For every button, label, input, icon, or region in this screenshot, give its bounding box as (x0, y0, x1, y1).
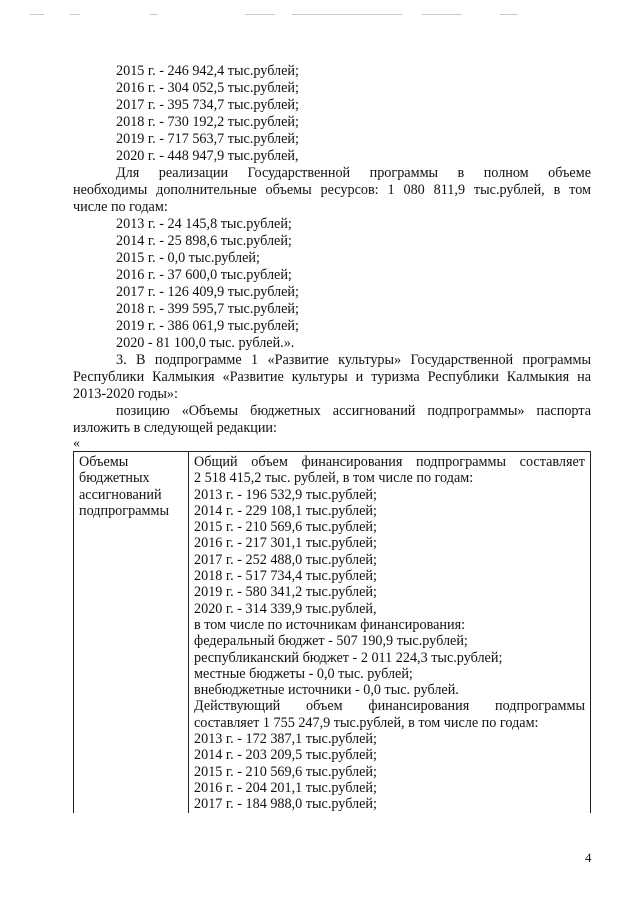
year-line: 2018 г. - 399 595,7 тыс.рублей; (116, 301, 299, 317)
label-line: ассигнований (79, 486, 162, 503)
year-line: 2018 г. - 730 192,2 тыс.рублей; (116, 114, 299, 130)
table-row (74, 452, 591, 813)
active-year-line: 2016 г. - 204 201,1 тыс.рублей; (194, 779, 377, 796)
year-line: 2017 г. - 126 409,9 тыс.рублей; (116, 284, 299, 300)
total-year-line: 2014 г. - 229 108,1 тыс.рублей; (194, 502, 377, 519)
page-number: 4 (585, 850, 592, 865)
year-line: 2014 г. - 25 898,6 тыс.рублей; (116, 233, 292, 249)
total-intro-line: Общий объем финансирования подпрограммы составляет (194, 454, 585, 470)
scan-artifact-line (30, 14, 590, 20)
year-line: 2019 г. - 717 563,7 тыс.рублей; (116, 131, 299, 147)
label-line: Объемы (79, 454, 129, 470)
total-year-line: 2013 г. - 196 532,9 тыс.рублей; (194, 486, 377, 503)
paragraph-line: Для реализации Государственной программы в полном объеме (116, 165, 591, 181)
source-line: республиканский бюджет - 2 011 224,3 тыс.рублей; (194, 649, 503, 666)
opening-quote-mark: « (73, 436, 80, 451)
passport-table (73, 451, 591, 813)
label-line: подпрограммы (79, 502, 169, 519)
total-year-line: 2018 г. - 517 734,4 тыс.рублей; (194, 568, 377, 585)
year-line: 2015 г. - 246 942,4 тыс.рублей; (116, 63, 299, 79)
active-year-line: 2013 г. - 172 387,1 тыс.рублей; (194, 731, 377, 748)
total-year-line: 2017 г. - 252 488,0 тыс.рублей; (194, 551, 377, 568)
year-line: 2017 г. - 395 734,7 тыс.рублей; (116, 97, 299, 113)
total-year-line: 2016 г. - 217 301,1 тыс.рублей; (194, 535, 377, 552)
passport-value-cell (189, 452, 591, 813)
paragraph-line: Республики Калмыкия «Развитие культуры и туризма Республики Калмыкия на (73, 369, 591, 385)
sources-intro-line: в том числе по источникам финансирования: (194, 616, 466, 633)
paragraph-line: необходимы дополнительные объемы ресурсов: 1 080 811,9 тыс.рублей, в том (73, 182, 591, 198)
paragraph-line: 3. В подпрограмме 1 «Развитие культуры» Государственной программы (116, 352, 591, 368)
paragraph-line: позицию «Объемы бюджетных ассигнований подпрограммы» паспорта (116, 403, 591, 419)
paragraph-line: числе по годам: (73, 199, 168, 215)
active-intro-line: Действующий объем финансирования подпрограммы (194, 698, 585, 715)
year-line: 2013 г. - 24 145,8 тыс.рублей; (116, 216, 292, 232)
year-line: 2016 г. - 37 600,0 тыс.рублей; (116, 267, 292, 283)
total-year-line: 2020 г. - 314 339,9 тыс.рублей, (194, 600, 377, 617)
paragraph-line: изложить в следующей редакции: (73, 420, 277, 436)
year-line: 2016 г. - 304 052,5 тыс.рублей; (116, 80, 299, 96)
year-line: 2020 г. - 448 947,9 тыс.рублей, (116, 148, 299, 164)
source-line: федеральный бюджет - 507 190,9 тыс.рублей; (194, 633, 468, 650)
year-line: 2020 - 81 100,0 тыс. рублей.». (116, 335, 295, 351)
active-intro-line: составляет 1 755 247,9 тыс.рублей, в том числе по годам: (194, 714, 539, 731)
year-line: 2015 г. - 0,0 тыс.рублей; (116, 250, 260, 266)
active-year-line: 2015 г. - 210 569,6 тыс.рублей; (194, 763, 377, 780)
active-year-line: 2014 г. - 203 209,5 тыс.рублей; (194, 747, 377, 764)
source-line: внебюджетные источники - 0,0 тыс. рублей. (194, 682, 459, 699)
year-line: 2019 г. - 386 061,9 тыс.рублей; (116, 318, 299, 334)
total-year-line: 2019 г. - 580 341,2 тыс.рублей; (194, 584, 377, 601)
label-line: бюджетных (79, 470, 150, 487)
passport-label-cell (74, 452, 189, 813)
total-intro-line: 2 518 415,2 тыс. рублей, в том числе по годам: (194, 470, 474, 487)
total-year-line: 2015 г. - 210 569,6 тыс.рублей; (194, 519, 377, 536)
active-year-line: 2017 г. - 184 988,0 тыс.рублей; (194, 796, 377, 813)
source-line: местные бюджеты - 0,0 тыс. рублей; (194, 665, 413, 682)
paragraph-line: 2013-2020 годы»: (73, 386, 178, 402)
